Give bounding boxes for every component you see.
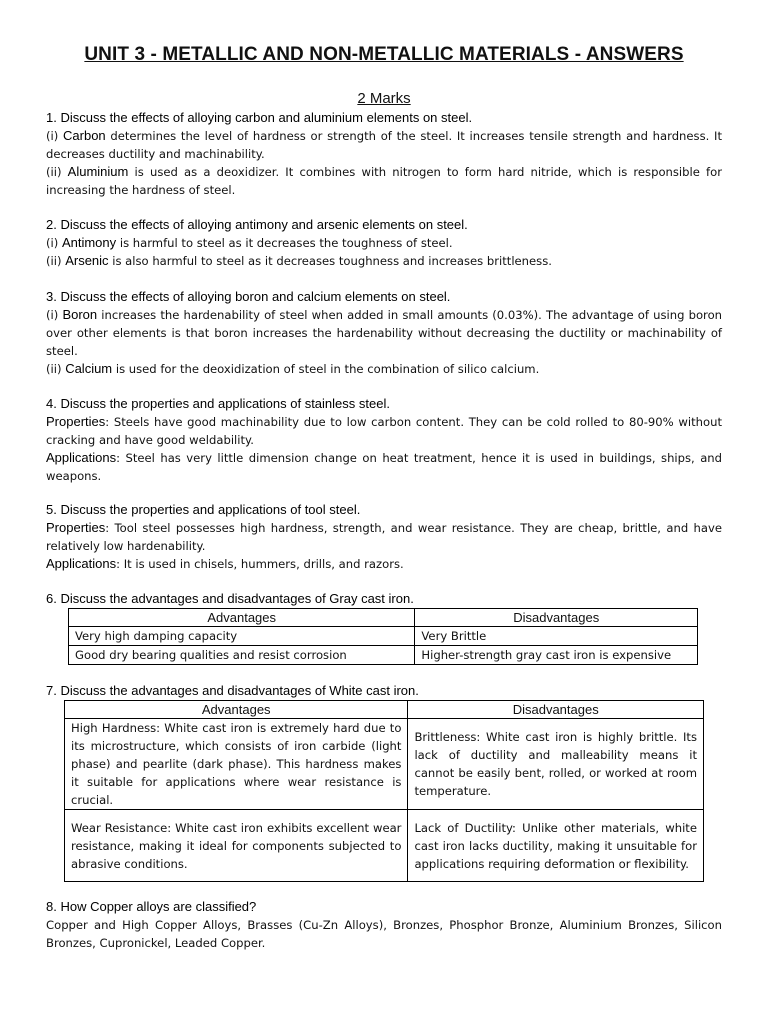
table-row	[65, 810, 704, 882]
question-3	[46, 288, 722, 378]
table-row	[69, 646, 698, 665]
question-7	[46, 682, 722, 700]
white-cast-iron-table	[64, 700, 704, 882]
term-label: Properties	[46, 520, 106, 535]
question-3-answer-b: (ii) Calcium is used for the deoxidization of steel in the combination of silico calcium.	[46, 361, 540, 376]
question-1-answer-a: (i) Carbon determines the level of hardness or strength of the steel. It increases tensile strength and hardness. It decreases ductility and machinability.	[46, 128, 723, 161]
question-5-applications: Applications: It is used in chisels, hummers, drills, and razors.	[46, 556, 404, 571]
question-5-heading: 5. Discuss the properties and applications of tool steel.	[46, 502, 361, 517]
question-7-heading: 7. Discuss the advantages and disadvantages of White cast iron.	[46, 683, 419, 698]
question-3-heading: 3. Discuss the effects of alloying boron and calcium elements on steel.	[46, 289, 451, 304]
disadvantage-cell: Lack of Ductility: Unlike other materials, white cast iron lacks ductility, making it unsuitable for applications requiring deformation or flexibility.	[408, 810, 704, 882]
advantage-cell: Good dry bearing qualities and resist corrosion	[69, 646, 415, 665]
column-header-advantages: Advantages	[65, 701, 408, 719]
advantage-cell: High Hardness: White cast iron is extremely hard due to its microstructure, which consists of iron carbide (light phase) and pearlite (dark phase). This hardness makes it suitable for applications where wear resistance is crucial.	[65, 719, 408, 810]
term-label: Calcium	[65, 361, 113, 376]
question-1-answer-b: (ii) Aluminium is used as a deoxidizer. It combines with nitrogen to form hard nitride, which is responsible for increasing the hardness of steel.	[46, 164, 722, 197]
column-header-advantages: Advantages	[69, 609, 415, 627]
table-header-row	[65, 701, 704, 719]
table-row	[65, 719, 704, 810]
column-header-disadvantages: Disadvantages	[408, 701, 704, 719]
term-label: Applications	[46, 556, 117, 571]
question-2-heading: 2. Discuss the effects of alloying antimony and arsenic elements on steel.	[46, 217, 468, 232]
question-8-answer: Copper and High Copper Alloys, Brasses (Cu-Zn Alloys), Bronzes, Phosphor Bronze, Aluminium Bronzes, Silicon Bronzes, Cupronickel, Leaded Copper.	[46, 918, 722, 950]
question-4-properties: Properties: Steels have good machinability due to low carbon content. They can be cold rolled to 80-90% without cracking and have good weldability.	[46, 414, 722, 447]
question-4-applications: Applications: Steel has very little dimension change on heat treatment, hence it is used in buildings, ships, and weapons.	[46, 450, 722, 483]
question-8	[46, 898, 722, 952]
term-label: Properties	[46, 414, 106, 429]
column-header-disadvantages: Disadvantages	[415, 609, 698, 627]
term-label: Boron	[62, 307, 98, 322]
question-2-answer-a: (i) Antimony is harmful to steel as it decreases the toughness of steel.	[46, 235, 453, 250]
question-2	[46, 216, 722, 270]
term-label: Carbon	[63, 128, 106, 143]
question-2-answer-b: (ii) Arsenic is also harmful to steel as it decreases toughness and increases brittleness.	[46, 253, 552, 268]
term-label: Applications	[46, 450, 117, 465]
term-label: Antimony	[61, 235, 117, 250]
disadvantage-cell: Very Brittle	[415, 627, 698, 646]
question-4	[46, 395, 722, 485]
gray-cast-iron-table	[68, 608, 698, 665]
section-subtitle: 2 Marks	[357, 90, 411, 107]
question-4-heading: 4. Discuss the properties and applications of stainless steel.	[46, 396, 390, 411]
advantage-cell: Very high damping capacity	[69, 627, 415, 646]
term-label: Arsenic	[65, 253, 109, 268]
table-row	[69, 627, 698, 646]
question-5-properties: Properties: Tool steel possesses high hardness, strength, and wear resistance. They are cheap, brittle, and have relatively low hardenability.	[46, 520, 722, 553]
question-5	[46, 501, 722, 573]
question-6-heading: 6. Discuss the advantages and disadvantages of Gray cast iron.	[46, 591, 414, 606]
question-6	[46, 590, 722, 608]
term-label: Aluminium	[67, 164, 129, 179]
table-header-row	[69, 609, 698, 627]
question-8-heading: 8. How Copper alloys are classified?	[46, 899, 257, 914]
question-1	[46, 109, 722, 199]
question-1-heading: 1. Discuss the effects of alloying carbon and aluminium elements on steel.	[46, 110, 473, 125]
disadvantage-cell: Higher-strength gray cast iron is expensive	[415, 646, 698, 665]
question-3-answer-a: (i) Boron increases the hardenability of steel when added in small amounts (0.03%). The advantage of using boron over other elements is that boron increases the hardenability without decreasing the ductility or machinability of steel.	[46, 307, 723, 358]
advantage-cell: Wear Resistance: White cast iron exhibits excellent wear resistance, making it ideal for components subjected to abrasive conditions.	[65, 810, 408, 882]
disadvantage-cell: Brittleness: White cast iron is highly brittle. Its lack of ductility and malleability means it cannot be easily bent, rolled, or worked at room temperature.	[408, 719, 704, 810]
page-title: UNIT 3 - METALLIC AND NON-METALLIC MATERIALS - ANSWERS	[84, 44, 684, 65]
